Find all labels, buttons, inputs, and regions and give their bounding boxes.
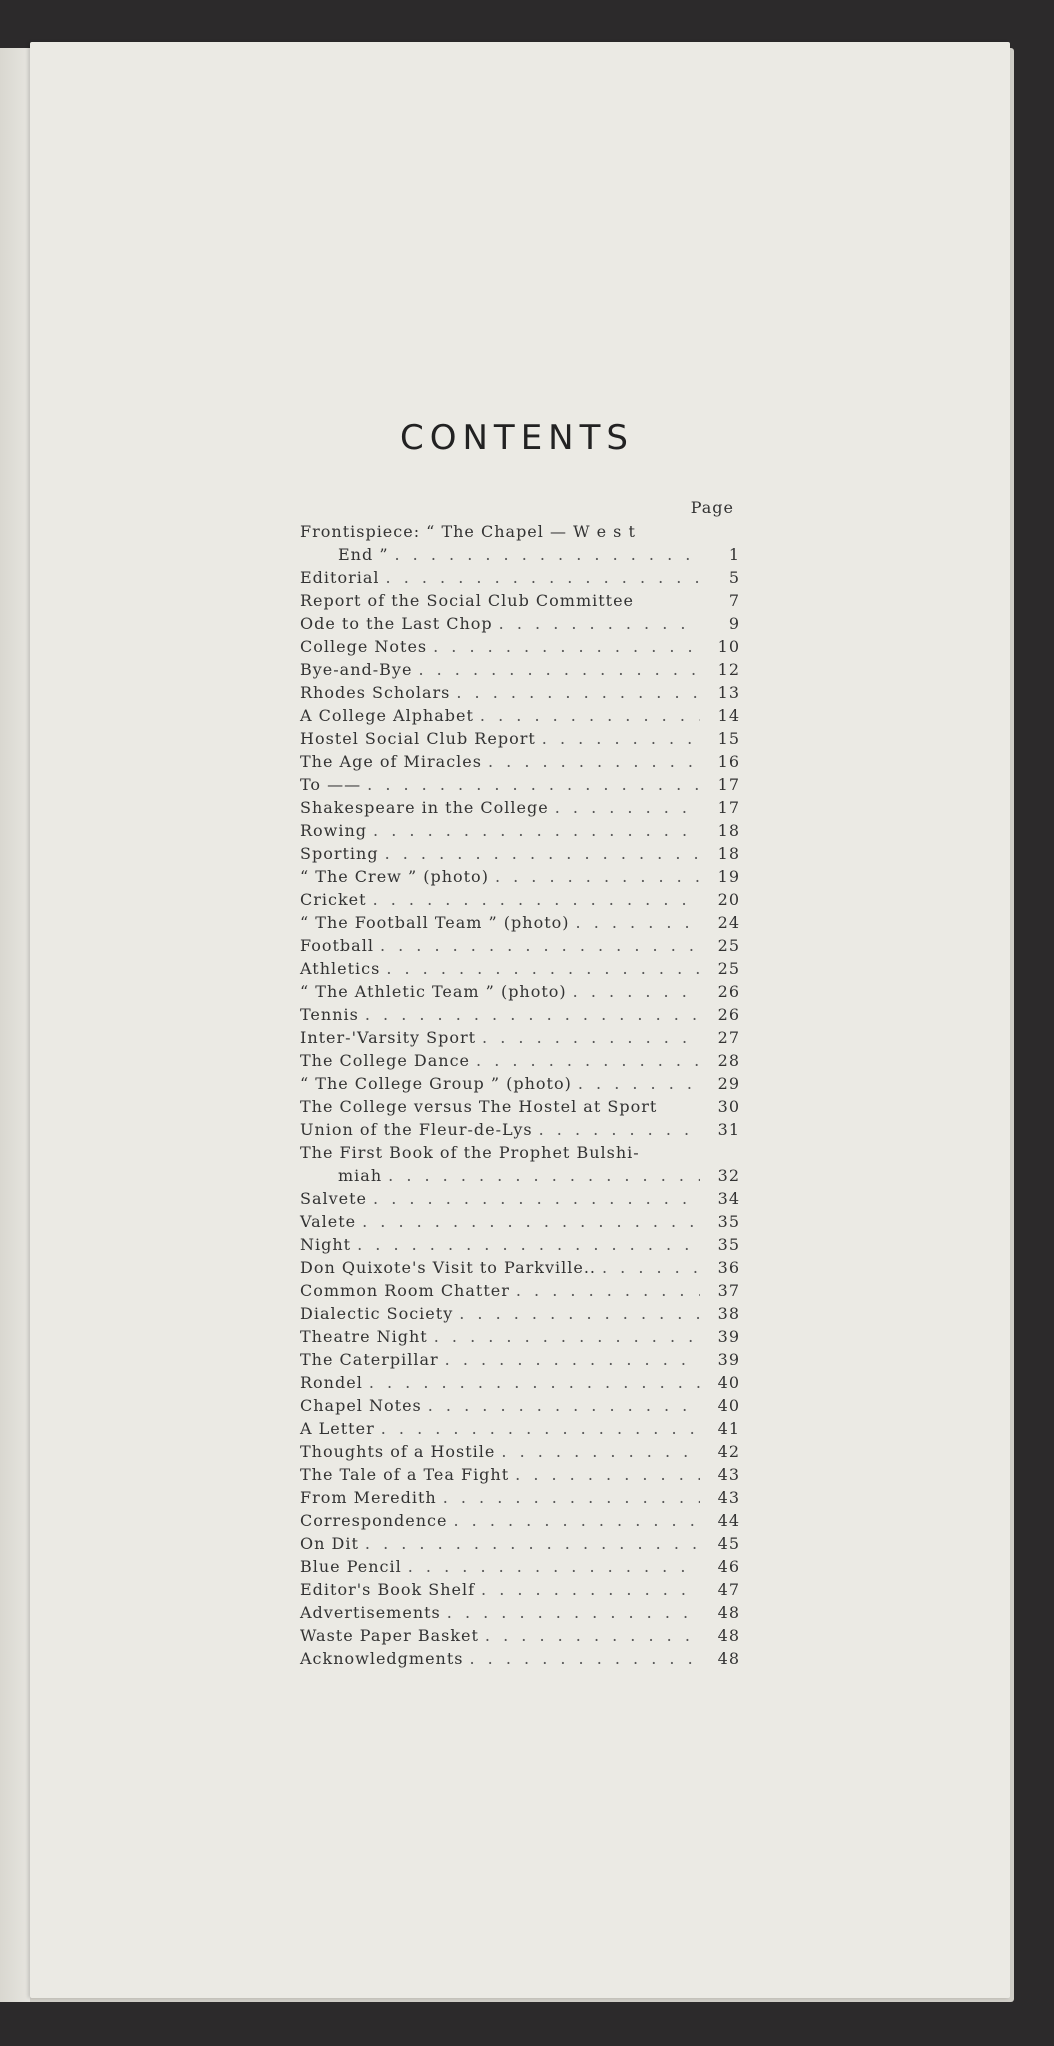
toc-entry-title: Blue Pencil [300,1557,402,1576]
page-column-heading: Page [690,498,734,517]
toc-entry-title: Advertisements [300,1603,441,1622]
toc-entry-title: Football [300,936,374,955]
toc-leader-dots [373,819,700,842]
toc-entry [300,1256,740,1279]
toc-entry [300,1601,740,1624]
toc-leader-dots [482,1026,700,1049]
toc-page-number: 17 [717,775,740,794]
toc-page-number: 24 [717,913,740,932]
toc-entry-title: End ” [338,545,389,564]
toc-leader-dots [515,1463,700,1486]
toc-leader-dots [365,1003,700,1026]
toc-page-number: 18 [717,821,740,840]
toc-entry [300,1072,740,1095]
toc-leader-dots [555,796,700,819]
toc-leader-dots [388,1164,700,1187]
toc-entry-title: A Letter [300,1419,375,1438]
toc-leader-dots [470,1647,701,1670]
toc-entry-title: “ The Crew ” (photo) [300,867,489,886]
toc-entry-title: Chapel Notes [300,1396,422,1415]
toc-page-number: 31 [717,1120,740,1139]
toc-entry [300,1371,740,1394]
toc-page-number: 48 [717,1626,740,1645]
toc-entry [300,1279,740,1302]
toc-entry-title: “ The Football Team ” (photo) [300,913,570,932]
toc-page-number: 26 [717,1005,740,1024]
toc-page-number: 39 [717,1350,740,1369]
toc-entry-title: Hostel Social Club Report [300,729,536,748]
toc-page-number: 19 [717,867,740,886]
toc-entry [300,957,740,980]
toc-entry-title: Tennis [300,1005,359,1024]
toc-page-number: 40 [717,1396,740,1415]
toc-leader-dots [385,842,700,865]
toc-leader-dots [380,934,700,957]
toc-entry-title: Don Quixote's Visit to Parkville.. [300,1258,596,1277]
toc-entry [300,566,740,589]
toc-entry-title: The Tale of a Tea Fight [300,1465,510,1484]
toc-entry-title: miah [338,1166,383,1185]
toc-leader-dots [395,543,701,566]
toc-entry [300,1463,740,1486]
toc-entry [300,1509,740,1532]
toc-entry-title: Ode to the Last Chop [300,614,493,633]
toc-page-number: 39 [717,1327,740,1346]
toc-entry [300,1417,740,1440]
toc-leader-dots [602,1256,700,1279]
toc-leader-dots [542,727,700,750]
toc-entry [300,1187,740,1210]
toc-page-number: 35 [717,1212,740,1231]
toc-page-number: 42 [717,1442,740,1461]
toc-page-number: 44 [717,1511,740,1530]
toc-entry-title: Salvete [300,1189,368,1208]
toc-leader-dots [445,1348,700,1371]
toc-leader-dots [369,1371,700,1394]
toc-page-number: 13 [717,683,740,702]
toc-leader-dots [386,957,700,980]
toc-entry-title: The College versus The Hostel at Sport [300,1097,658,1116]
toc-entry-title: Bye-and-Bye [300,660,413,679]
toc-page-number: 10 [717,637,740,656]
toc-page-number: 28 [717,1051,740,1070]
toc-entry [300,1440,740,1463]
toc-entry [300,1348,740,1371]
toc-page-number: 29 [717,1074,740,1093]
toc-entry [300,1302,740,1325]
toc-entry-title: “ The Athletic Team ” (photo) [300,982,567,1001]
toc-entry [300,612,740,635]
toc-entry-title: Rondel [300,1373,363,1392]
toc-page-number: 25 [717,959,740,978]
toc-page-number: 32 [717,1166,740,1185]
toc-entry [300,635,740,658]
toc-entry [300,1026,740,1049]
toc-leader-dots [459,1302,700,1325]
toc-entry [300,842,740,865]
toc-leader-dots [447,1601,700,1624]
toc-leader-dots [488,750,700,773]
toc-entry [300,1578,740,1601]
toc-entry-title: On Dit [300,1534,359,1553]
toc-leader-dots [443,1486,700,1509]
toc-entry [300,1394,740,1417]
toc-page-number: 35 [717,1235,740,1254]
toc-entry-title: Cricket [300,890,367,909]
toc-leader-dots [481,1578,700,1601]
table-of-contents [300,520,740,1670]
toc-entry-title: Common Room Chatter [300,1281,510,1300]
toc-leader-dots [381,1417,700,1440]
toc-page-number: 41 [717,1419,740,1438]
toc-entry-title: Dialectic Society [300,1304,454,1323]
toc-entry [300,819,740,842]
toc-entry [300,681,740,704]
toc-leader-dots [539,1118,700,1141]
toc-page-number: 38 [717,1304,740,1323]
toc-page-number: 26 [717,982,740,1001]
toc-page-number: 30 [717,1097,740,1116]
toc-entry-continuation [300,1164,740,1187]
toc-page-number: 36 [717,1258,740,1277]
toc-page-number: 12 [717,660,740,679]
toc-entry [300,1210,740,1233]
toc-entry [300,796,740,819]
toc-entry-title: Editorial [300,568,380,587]
toc-page-number: 47 [717,1580,740,1599]
toc-page-number: 43 [717,1465,740,1484]
toc-page-number: 27 [717,1028,740,1047]
toc-page-number: 48 [717,1649,740,1668]
toc-entry-title: Report of the Social Club Committee [300,591,635,610]
toc-entry-title: Thoughts of a Hostile [300,1442,496,1461]
toc-entry-title: Rowing [300,821,368,840]
toc-leader-dots [418,658,700,681]
toc-page-number: 5 [728,568,740,587]
toc-entry [300,1141,740,1187]
toc-leader-dots [428,1394,700,1417]
toc-leader-dots [362,1210,700,1233]
toc-page-number: 15 [717,729,740,748]
toc-page-number: 1 [728,545,740,564]
toc-page-number: 45 [717,1534,740,1553]
toc-entry [300,1486,740,1509]
toc-leader-dots [456,681,700,704]
toc-page-number: 20 [717,890,740,909]
toc-leader-dots [373,888,700,911]
toc-entry [300,1532,740,1555]
toc-entry [300,1233,740,1256]
toc-entry-title: College Notes [300,637,428,656]
toc-entry-title: The Age of Miracles [300,752,482,771]
toc-entry-title: To —— [300,775,362,794]
toc-page-number: 7 [728,591,740,610]
toc-leader-dots [453,1509,700,1532]
toc-entry-title: Rhodes Scholars [300,683,451,702]
toc-leader-dots [365,1532,700,1555]
toc-page-number: 17 [717,798,740,817]
toc-page-number: 34 [717,1189,740,1208]
toc-entry [300,980,740,1003]
toc-leader-dots [516,1279,700,1302]
toc-entry-title: Acknowledgments [300,1649,464,1668]
toc-page-number: 37 [717,1281,740,1300]
book-spine [0,48,30,2002]
toc-entry [300,658,740,681]
toc-leader-dots [480,704,700,727]
toc-entry-title: Union of the Fleur-de-Lys [300,1120,533,1139]
toc-entry [300,1647,740,1670]
toc-entry [300,1049,740,1072]
toc-entry [300,589,740,612]
toc-entry-title: Shakespeare in the College [300,798,549,817]
toc-entry-title: Waste Paper Basket [300,1626,479,1645]
toc-entry [300,1325,740,1348]
toc-entry-title: A College Alphabet [300,706,474,725]
toc-entry [300,911,740,934]
toc-page-number: 16 [717,752,740,771]
toc-entry-title: “ The College Group ” (photo) [300,1074,572,1093]
toc-entry [300,1118,740,1141]
toc-page-number: 9 [728,614,740,633]
toc-entry [300,750,740,773]
toc-leader-dots [357,1233,700,1256]
toc-leader-dots [495,865,700,888]
toc-entry-title-first-line: The First Book of the Prophet Bulshi- [300,1143,640,1162]
toc-entry-title: Sporting [300,844,379,863]
toc-entry-title: Editor's Book Shelf [300,1580,476,1599]
toc-entry-title: The College Dance [300,1051,471,1070]
page-title: CONTENTS [400,418,634,458]
toc-leader-dots [408,1555,700,1578]
toc-leader-dots [386,566,700,589]
toc-leader-dots [576,911,700,934]
toc-entry [300,1624,740,1647]
toc-entry [300,1003,740,1026]
toc-page-number: 14 [717,706,740,725]
toc-entry-continuation [300,543,740,566]
toc-page-number: 18 [717,844,740,863]
toc-leader-dots [499,612,700,635]
toc-leader-dots [485,1624,700,1647]
toc-leader-dots [373,1187,700,1210]
toc-entry-title: Inter-'Varsity Sport [300,1028,477,1047]
toc-entry [300,704,740,727]
toc-entry-title: From Meredith [300,1488,437,1507]
toc-page-number: 43 [717,1488,740,1507]
toc-entry-title: Correspondence [300,1511,448,1530]
toc-entry-title: Theatre Night [300,1327,428,1346]
toc-entry [300,773,740,796]
toc-page-number: 46 [717,1557,740,1576]
toc-entry [300,888,740,911]
toc-leader-dots [578,1072,700,1095]
toc-entry [300,727,740,750]
toc-entry-title: Athletics [300,959,381,978]
toc-page-number: 40 [717,1373,740,1392]
toc-leader-dots [433,635,700,658]
toc-entry-title: The Caterpillar [300,1350,439,1369]
toc-leader-dots [573,980,700,1003]
toc-entry-title: Night [300,1235,352,1254]
toc-page-number: 48 [717,1603,740,1622]
toc-leader-dots [476,1049,700,1072]
toc-entry-title: Valete [300,1212,357,1231]
toc-entry [300,865,740,888]
toc-entry [300,1095,740,1118]
toc-page-number: 25 [717,936,740,955]
toc-leader-dots [501,1440,700,1463]
toc-leader-dots [367,773,700,796]
toc-entry [300,520,740,566]
toc-entry-title-first-line: Frontispiece: “ The Chapel — W e s t [300,522,636,541]
toc-leader-dots [434,1325,700,1348]
toc-entry [300,934,740,957]
toc-entry [300,1555,740,1578]
